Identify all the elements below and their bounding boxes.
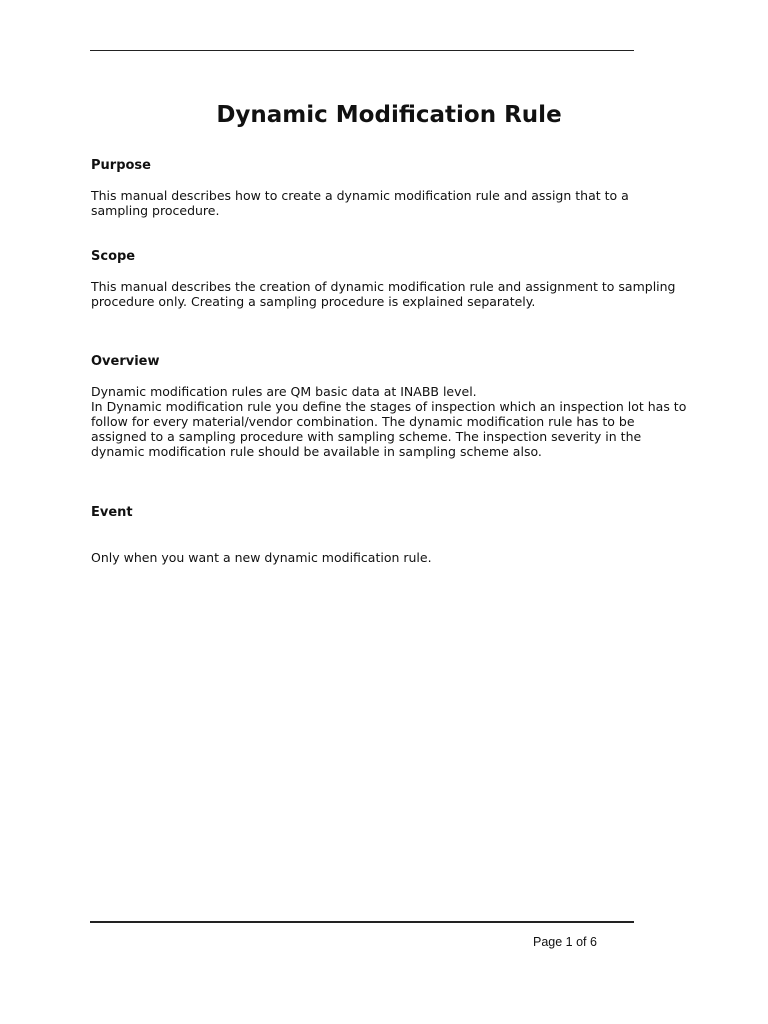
overview-line: In Dynamic modification rule you define the stages of inspection which an inspection lot has to <box>91 399 687 414</box>
event-paragraph <box>91 550 701 565</box>
scope-line: This manual describes the creation of dynamic modification rule and assignment to sampling <box>91 279 676 294</box>
overview-paragraph <box>91 384 701 459</box>
purpose-heading: Purpose <box>91 158 151 173</box>
scope-paragraph <box>91 279 701 309</box>
scope-heading: Scope <box>91 249 136 264</box>
overview-line: follow for every material/vendor combination. The dynamic modification rule has to be <box>91 414 635 429</box>
page-number: Page 1 of 6 <box>533 935 597 949</box>
overview-line: Dynamic modification rules are QM basic data at INABB level. <box>91 384 477 399</box>
purpose-line: sampling procedure. <box>91 203 220 218</box>
header-rule <box>90 50 634 51</box>
event-line: Only when you want a new dynamic modification rule. <box>91 550 432 565</box>
scope-line: procedure only. Creating a sampling procedure is explained separately. <box>91 294 536 309</box>
overview-line: dynamic modification rule should be available in sampling scheme also. <box>91 444 542 459</box>
event-heading: Event <box>91 505 133 520</box>
purpose-paragraph <box>91 188 701 218</box>
overview-heading: Overview <box>91 354 160 369</box>
purpose-line: This manual describes how to create a dynamic modification rule and assign that to a <box>91 188 629 203</box>
document-title: Dynamic Modification Rule <box>216 102 562 128</box>
overview-line: assigned to a sampling procedure with sampling scheme. The inspection severity in the <box>91 429 642 444</box>
footer-rule <box>90 921 634 923</box>
